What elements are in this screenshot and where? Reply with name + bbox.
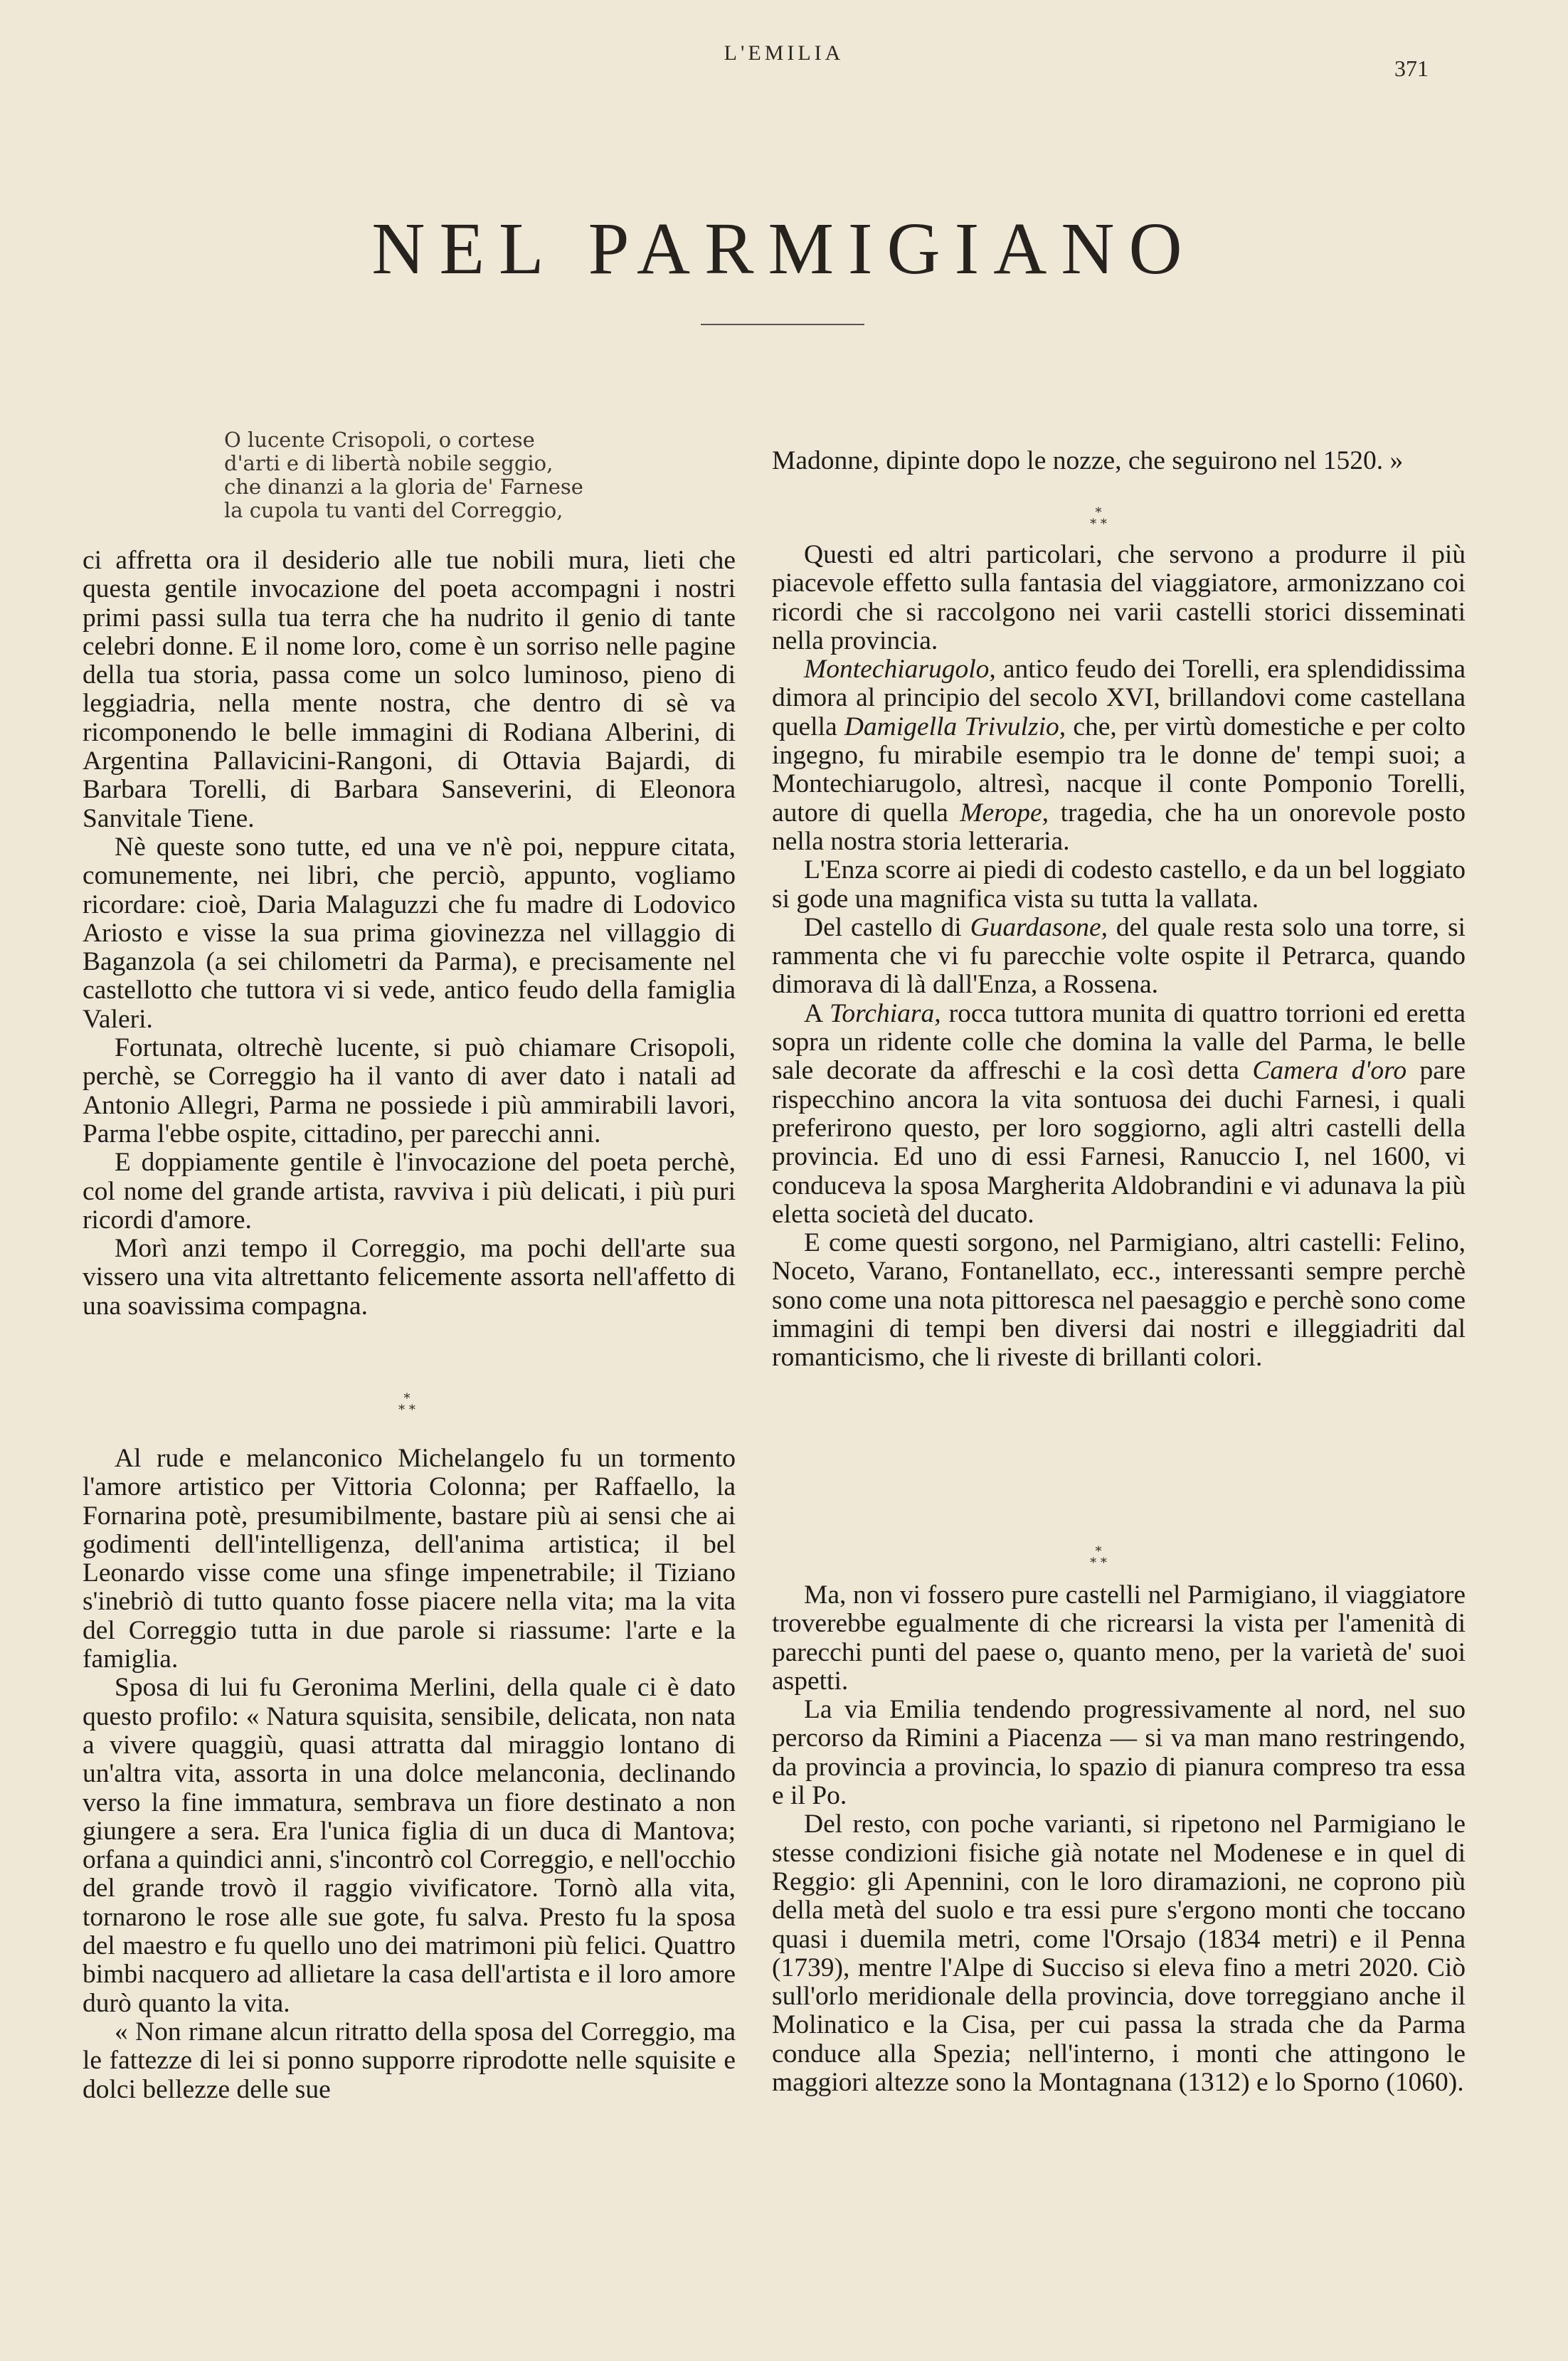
italic-term: Damigella Trivulzio,	[844, 712, 1066, 741]
paragraph: Fortunata, oltrechè lucente, si può chiamare Crisopoli, perchè, se Correggio ha il vanto di aver dato i natali ad Antonio Allegri, Parma ne possiede i più ammirabili lavori, Parma l'ebbe ospite, cittadino, per parecchi anni.	[83, 1033, 736, 1148]
section-separator: * * *	[1090, 505, 1107, 532]
paragraph: Questi ed altri particolari, che servono a produrre il più piacevole effetto sulla fantasia del viaggiatore, armonizzano coi ricordi che si raccolgono nei varii castelli storici disseminati nella provincia.	[772, 540, 1466, 655]
paragraph: Sposa di lui fu Geronima Merlini, della quale ci è dato questo profilo: « Natura squisita, sensibile, delicata, non nata a vivere quaggiù, quasi attratta dal miraggio lontano di un'altra vita, assorta in una dolce melanconia, declinando verso la fine immatura, sembrava un fiore destinato a non giungere a sera. Era l'unica figlia di un duca di Mantova; orfana a quindici anni, s'incontrò col Correggio, e nell'occhio del grande trovò il raggio vivificatore. Tornò alla vita, tornarono le rose alle sue gote, fu salva. Presto fu la sposa del maestro e fu quello uno dei matrimoni più felici. Quattro bimbi nacquero ad allietare la casa dell'artista e il loro amore durò quanto la vita.	[83, 1673, 736, 2018]
paragraph: L'Enza scorre ai piedi di codesto castello, e da un bel loggiato si gode una magnifica vista su tutta la vallata.	[772, 855, 1466, 914]
paragraph: La via Emilia tendendo progressivamente al nord, nel suo percorso da Rimini a Piacenza — si va man mano restringendo, da provincia a provincia, lo spazio di pianura compreso tra essa e il Po.	[772, 1695, 1466, 1811]
section-separator: * * *	[1090, 1544, 1107, 1570]
paragraph: Morì anzi tempo il Correggio, ma pochi dell'arte sua vissero una vita altrettanto felicemente assorta nell'affetto di una soavissima compagna.	[83, 1234, 736, 1321]
paragraph: ci affretta ora il desiderio alle tue nobili mura, lieti che questa gentile invocazione del poeta accompagni i nostri primi passi sulla tua terra che ha nudrito il genio di tante celebri donne. E il nome loro, come è un sorriso nelle pagine della tua storia, passa come un solco luminoso, pieno di leggiadria, nella mente nostra, che dentro di sè va ricomponendo le belle immagini di Rodiana Alberini, di Argentina Pallavicini-Rangoni, di Ottavia Bajardi, di Barbara Torelli, di Barbara Sanseverini, di Eleonora Sanvitale Tiene.	[83, 546, 736, 833]
paragraph: Montechiarugolo, antico feudo dei Torelli, era splendidissima dimora al principio del secolo XVI, brillandovi come castellana quella Damigella Trivulzio, che, per virtù domestiche e per colto ingegno, fu mirabile esempio tra le donne de' tempi suoi; a Montechiarugolo, altresì, nacque il conte Pomponio Torelli, autore di quella Merope, tragedia, che ha un onorevole posto nella nostra storia letteraria.	[772, 655, 1466, 856]
epigraph-line: d'arti e di libertà nobile seggio,	[224, 451, 553, 475]
paragraph: E come questi sorgono, nel Parmigiano, altri castelli: Felino, Noceto, Varano, Fontanellato, ecc., interessanti sempre perchè sono come una nota pittoresca nel paesaggio e perchè sono come immagini di tempi ben diversi dai nostri e illeggiadriti dal romanticismo, che li riveste di brillanti colori.	[772, 1228, 1466, 1373]
paragraph: E doppiamente gentile è l'invocazione del poeta perchè, col nome del grande artista, ravviva i più delicati, i più puri ricordi d'amore.	[83, 1148, 736, 1235]
paragraph: Ma, non vi fossero pure castelli nel Parmigiano, il viaggiatore troverebbe egualmente di che ricrearsi la vista per l'amenità di parecchi punti del paese o, quanto meno, per la varietà de' suoi aspetti.	[772, 1580, 1466, 1696]
right-column-bottom	[772, 1581, 1466, 2097]
section-separator: * * *	[398, 1391, 415, 1417]
article-title: NEL PARMIGIANO	[371, 208, 1197, 290]
italic-term: Camera d'oro	[1252, 1056, 1407, 1086]
title-rule	[701, 324, 864, 325]
running-head: L'EMILIA	[724, 41, 844, 65]
right-column-top	[772, 447, 1466, 475]
paragraph: Del castello di Guardasone, del quale resta solo una torre, si rammenta che vi fu parecchie volte ospite il Petrarca, quando dimorava di là dall'Enza, a Rossena.	[772, 912, 1466, 1000]
italic-term: Guardasone,	[970, 912, 1108, 942]
paragraph: Madonne, dipinte dopo le nozze, che seguirono nel 1520. »	[772, 446, 1404, 475]
epigraph-line: la cupola tu vanti del Correggio,	[224, 498, 563, 522]
italic-term: Montechiarugolo,	[804, 655, 996, 685]
left-column-bottom	[83, 1444, 736, 2104]
right-column-middle	[772, 541, 1466, 1373]
epigraph	[224, 428, 583, 522]
epigraph-line: O lucente Crisopoli, o cortese	[224, 428, 535, 452]
left-column-top	[83, 546, 736, 1321]
paragraph: A Torchiara, rocca tuttora munita di quattro torrioni ed eretta sopra un ridente colle che domina la valle del Parma, le belle sale decorate da affreschi e la così detta Camera d'oro pare rispecchino ancora la vita sontuosa dei duchi Farnesi, i quali preferirono questo, per loro soggiorno, agli altri castelli della provincia. Ed uno di essi Farnesi, Ranuccio I, nel 1600, vi conduceva la sposa Margherita Aldobrandini e vi adunava la più eletta società del ducato.	[772, 998, 1466, 1229]
paragraph: Nè queste sono tutte, ed una ve n'è poi, neppure citata, comunemente, nei libri, che perciò, appunto, vogliamo ricordare: cioè, Daria Malaguzzi che fu madre di Lodovico Ariosto e visse la sua prima giovinezza nel villaggio di Baganzola (a sei chilometri da Parma), e precisamente nel castellotto che tuttora vi si vede, antico feudo della famiglia Valeri.	[83, 832, 736, 1034]
paragraph: Al rude e melanconico Michelangelo fu un tormento l'amore artistico per Vittoria Colonna; per Raffaello, la Fornarina potè, presumibilmente, bastare più ai sensi che ai godimenti dell'intelligenza, dell'anima artistica; il bel Leonardo visse come una sfinge impenetrabile; il Tiziano s'inebriò di tutto quanto fosse piacere nella vita; ma la vita del Correggio tutta in due parole si riassume: l'arte e la famiglia.	[83, 1444, 736, 1674]
italic-term: Merope,	[960, 798, 1049, 828]
paragraph: « Non rimane alcun ritratto della sposa del Correggio, ma le fattezze di lei si ponno supporre riprodotte nelle squisite e dolci bellezze delle sue	[83, 2017, 736, 2104]
epigraph-line: che dinanzi a la gloria de' Farnese	[224, 475, 583, 499]
italic-term: Torchiara,	[829, 998, 941, 1028]
page-number: 371	[1394, 56, 1429, 81]
paragraph: Del resto, con poche varianti, si ripetono nel Parmigiano le stesse condizioni fisiche già notate nel Modenese e in quel di Reggio: gli Apennini, con le loro diramazioni, ne coprono più della metà del suolo e tra essi pure s'ergono monti che toccano quasi i duemila metri, come l'Orsajo (1834 metri) e il Penna (1739), mentre l'Alpe di Succiso si eleva fino a metri 2020. Ciò sull'orlo meridionale della provincia, dove torreggiano anche il Molinatico e la Cisa, per cui passa la strada che da Parma conduce alla Spezia; nell'interno, i monti che attingono le maggiori altezze sono la Montagnana (1312) e lo Sporno (1060).	[772, 1810, 1466, 2098]
